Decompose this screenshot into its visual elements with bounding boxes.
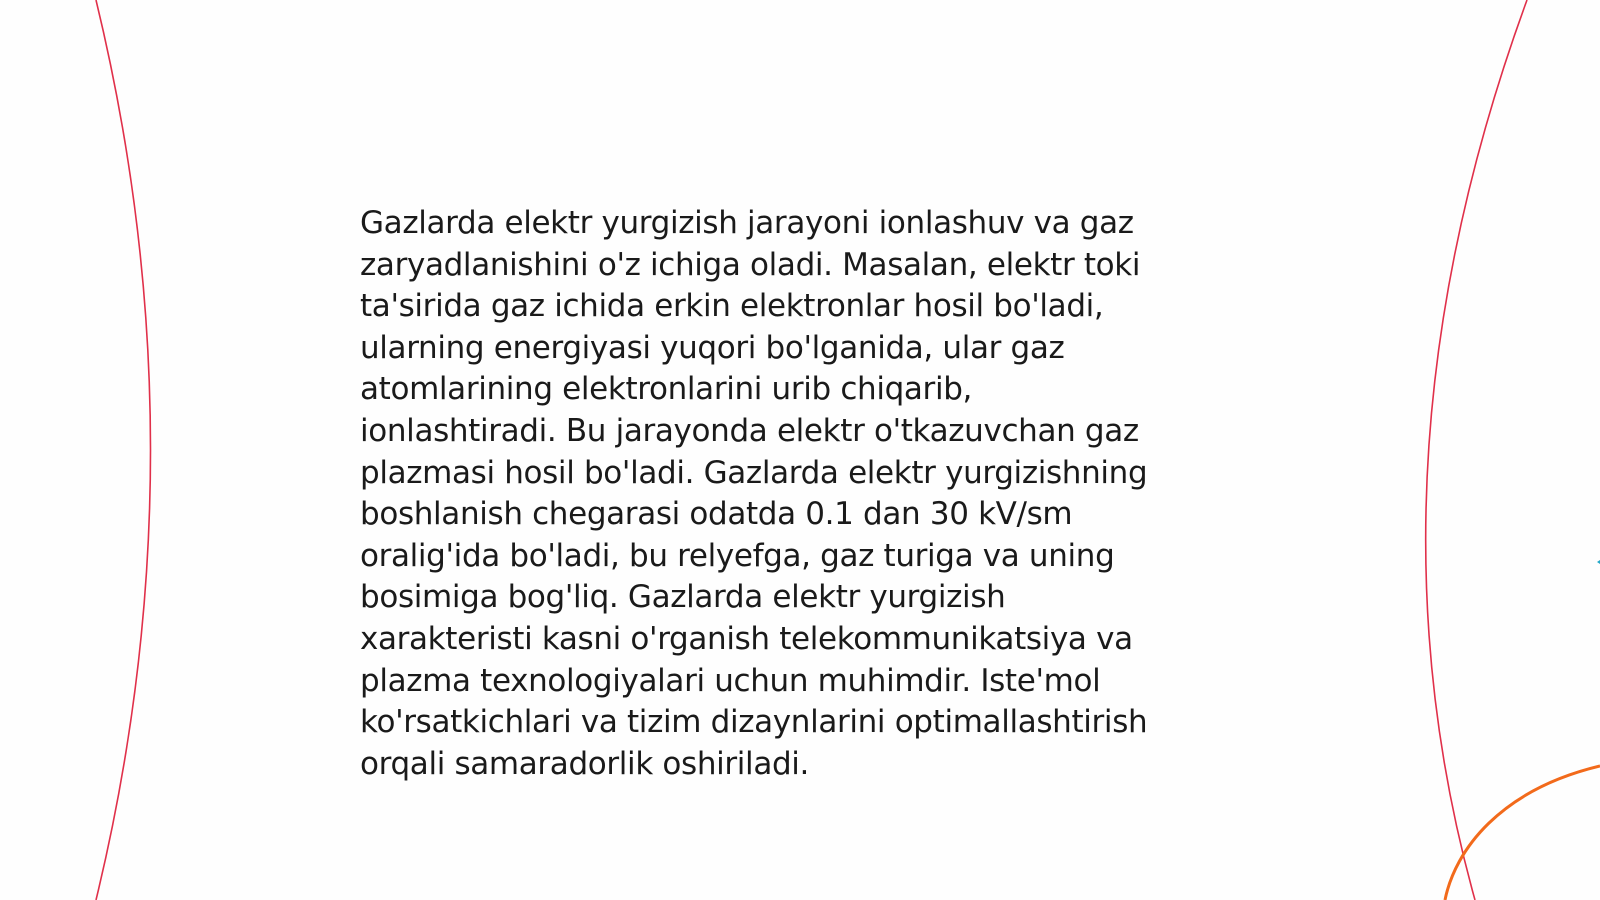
right-red-arc bbox=[1426, 0, 1527, 900]
left-red-arc bbox=[96, 0, 151, 900]
bottom-right-orange-arc bbox=[1445, 766, 1600, 900]
slide-body-text: Gazlarda elektr yurgizish jarayoni ionlashuv va gaz zaryadlanishini o'z ichiga oladi. Masalan, elektr toki ta'sirida gaz ichida erkin elektronlar hosil bo'ladi, ularning energiyasi yuqori bo'lganida, ular gaz atomlarining elektronlarini urib chiqarib, ionlashtiradi. Bu jarayonda elektr o'tkazuvchan gaz plazmasi hosil bo'ladi. Gazlarda elektr yurgizishning boshlanish chegarasi odatda 0.1 dan 30 kV/sm oralig'ida bo'ladi, bu relyefga, gaz turiga va uning bosimiga bog'liq. Gazlarda elektr yurgizish xarakteristi kasni o'rganish telekommunikatsiya va plazma texnologiyalari uchun muhimdir. Iste'mol ko'rsatkichlari va tizim dizaynlarini optimallashtirish orqali samaradorlik oshiriladi. bbox=[360, 205, 1148, 782]
